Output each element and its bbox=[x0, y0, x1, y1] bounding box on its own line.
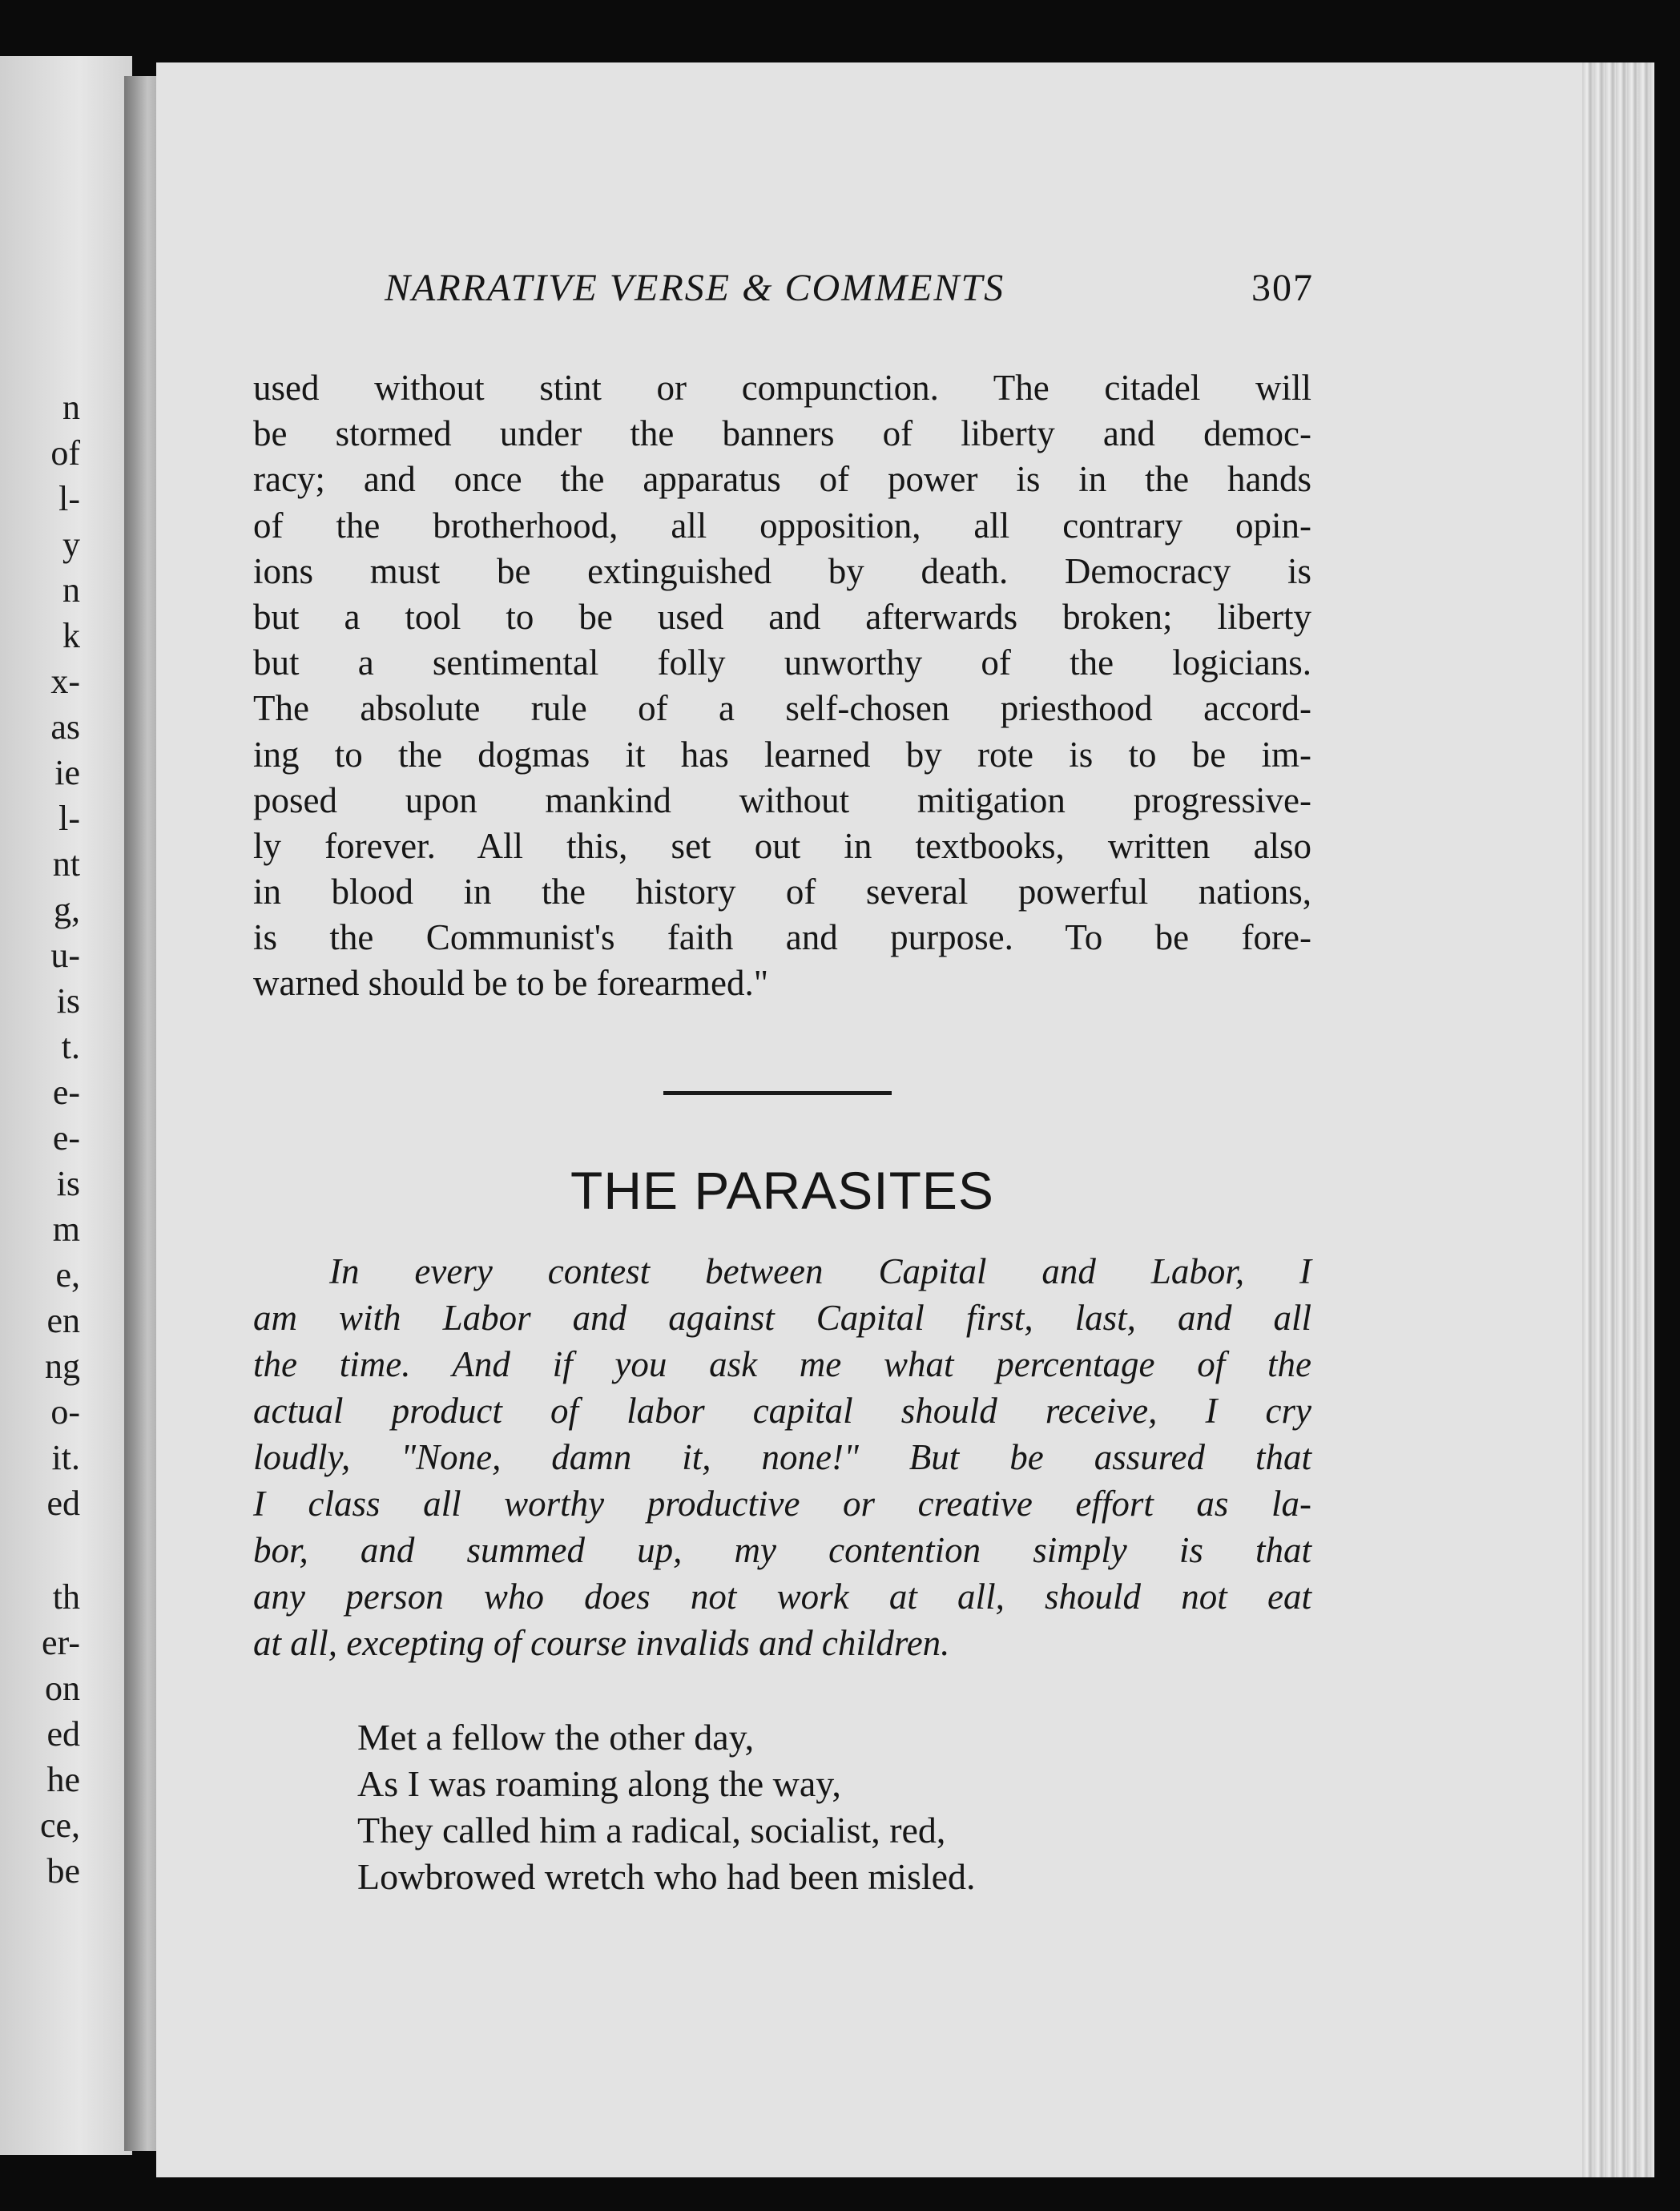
text-line: but a sentimental folly unworthy of the logicians. bbox=[253, 642, 1311, 683]
facing-fragment: n bbox=[62, 388, 80, 427]
body-paragraph bbox=[253, 365, 1311, 1007]
facing-fragment: as bbox=[50, 707, 80, 747]
verse-line: They called him a radical, socialist, red, bbox=[357, 1810, 946, 1851]
page-stack-edge bbox=[1582, 62, 1654, 2177]
text-line: ing to the dogmas it has learned by rote is to be im- bbox=[253, 734, 1311, 775]
text-line: used without stint or compunction. The citadel will bbox=[253, 368, 1311, 408]
running-header bbox=[385, 266, 1314, 322]
text-line: in blood in the history of several powerful nations, bbox=[253, 872, 1311, 912]
facing-fragment: ed bbox=[46, 1484, 80, 1523]
text-line: is the Communist's faith and purpose. To be fore- bbox=[253, 917, 1311, 958]
facing-fragment: l- bbox=[58, 479, 80, 518]
italic-line: loudly, "None, damn it, none!" But be assured that bbox=[253, 1437, 1311, 1477]
verse-line: Lowbrowed wretch who had been misled. bbox=[357, 1856, 976, 1897]
facing-fragment: ce, bbox=[39, 1806, 80, 1845]
italic-line: any person who does not work at all, should not eat bbox=[253, 1577, 1311, 1617]
italic-line: actual product of labor capital should receive, I cry bbox=[253, 1391, 1311, 1431]
running-title: NARRATIVE VERSE & COMMENTS bbox=[385, 267, 1005, 309]
facing-fragment: g, bbox=[54, 890, 80, 929]
text-line: The absolute rule of a self-chosen priesthood accord- bbox=[253, 688, 1311, 729]
verse-stanza bbox=[357, 1714, 1279, 1900]
facing-fragment: e, bbox=[55, 1255, 80, 1295]
facing-fragment: e- bbox=[52, 1073, 80, 1112]
facing-gap bbox=[0, 1526, 80, 1574]
facing-fragment: m bbox=[52, 1210, 80, 1249]
facing-fragment: u- bbox=[50, 936, 80, 975]
facing-fragment: th bbox=[52, 1577, 80, 1617]
facing-fragment: ie bbox=[54, 753, 80, 792]
intro-paragraph bbox=[253, 1248, 1311, 1666]
text-line: be stormed under the banners of liberty and democ- bbox=[253, 413, 1311, 454]
text-line: ly forever. All this, set out in textbooks, written also bbox=[253, 825, 1311, 866]
facing-fragment: e- bbox=[52, 1118, 80, 1158]
italic-line: at all, excepting of course invalids and children. bbox=[253, 1623, 950, 1663]
facing-fragment: it. bbox=[51, 1438, 80, 1477]
facing-fragment: ed bbox=[46, 1714, 80, 1754]
text-line: posed upon mankind without mitigation progressive- bbox=[253, 779, 1311, 820]
facing-fragment: is bbox=[56, 1164, 80, 1203]
facing-fragment: er- bbox=[42, 1623, 80, 1662]
facing-fragment: he bbox=[46, 1760, 80, 1799]
section-heading: THE PARASITES bbox=[570, 1161, 994, 1220]
facing-fragment: l- bbox=[58, 799, 80, 838]
facing-fragment: be bbox=[46, 1851, 80, 1891]
italic-line: In every contest between Capital and Labor, I bbox=[329, 1251, 1311, 1291]
italic-line: I class all worthy productive or creative effort as la- bbox=[253, 1484, 1311, 1524]
section-divider bbox=[663, 1091, 892, 1095]
text-line: of the brotherhood, all opposition, all contrary opin- bbox=[253, 505, 1311, 546]
page-number: 307 bbox=[1251, 267, 1314, 309]
text-line: but a tool to be used and afterwards broken; liberty bbox=[253, 596, 1311, 637]
facing-fragment: on bbox=[45, 1669, 80, 1708]
facing-fragment: x- bbox=[50, 662, 80, 701]
verse-line: Met a fellow the other day, bbox=[357, 1717, 755, 1758]
italic-line: bor, and summed up, my contention simply is that bbox=[253, 1530, 1311, 1570]
facing-fragment: n bbox=[62, 570, 80, 610]
italic-line: the time. And if you ask me what percentage of the bbox=[253, 1344, 1311, 1384]
facing-fragment: nt bbox=[52, 844, 80, 884]
facing-fragment: k bbox=[62, 616, 80, 655]
facing-fragment: en bbox=[46, 1301, 80, 1340]
text-line: warned should be to be forearmed." bbox=[253, 963, 769, 1004]
facing-fragment: o- bbox=[50, 1392, 80, 1432]
italic-line: am with Labor and against Capital first, last, and all bbox=[253, 1298, 1311, 1338]
facing-fragment: t. bbox=[61, 1027, 80, 1066]
verse-line: As I was roaming along the way, bbox=[357, 1763, 841, 1804]
facing-fragment: ng bbox=[45, 1347, 80, 1386]
text-line: racy; and once the apparatus of power is in the hands bbox=[253, 459, 1311, 500]
facing-fragment: of bbox=[50, 433, 80, 473]
facing-fragment: y bbox=[62, 525, 80, 564]
facing-fragment: is bbox=[56, 981, 80, 1021]
text-line: ions must be extinguished by death. Democracy is bbox=[253, 550, 1311, 591]
book-gutter bbox=[124, 76, 158, 2151]
facing-page-text bbox=[0, 385, 80, 1894]
